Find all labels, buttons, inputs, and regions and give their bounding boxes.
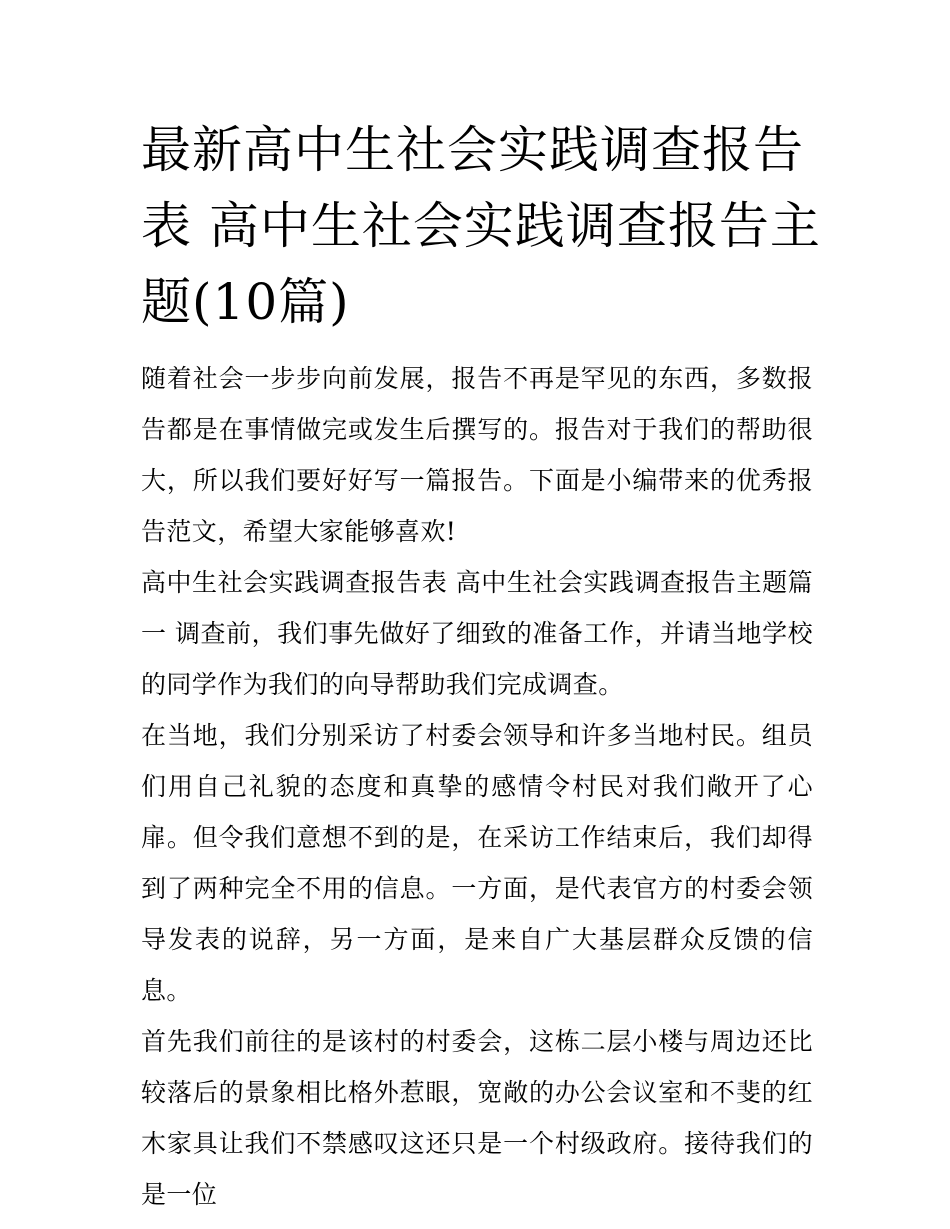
document-title: 最新高中生社会实践调查报告表 高中生社会实践调查报告主题(10篇) (141, 121, 821, 331)
paragraph-village-committee: 首先我们前往的是该村的村委会，这栋二层小楼与周边还比较落后的景象相比格外惹眼，宽敞的办公会议室和不斐的红木家具让我们不禁感叹这还只是一个村级政府。接待我们的是一位 (141, 1027, 813, 1209)
paragraph-section-one: 高中生社会实践调查报告表 高中生社会实践调查报告主题篇一 调查前，我们事先做好了细致的准备工作，并请当地学校的同学作为我们的向导帮助我们完成调查。 (141, 568, 813, 699)
paragraph-intro: 随着社会一步步向前发展，报告不再是罕见的东西，多数报告都是在事情做完或发生后撰写的。报告对于我们的帮助很大，所以我们要好好写一篇报告。下面是小编带来的优秀报告范文，希望大家能够喜欢! (141, 364, 813, 546)
document-body (141, 353, 813, 1220)
paragraph-interviews: 在当地，我们分别采访了村委会领导和许多当地村民。组员们用自己礼貌的态度和真挚的感情令村民对我们敞开了心扉。但令我们意想不到的是，在采访工作结束后，我们却得到了两种完全不用的信息。一方面，是代表官方的村委会领导发表的说辞，另一方面，是来自广大基层群众反馈的信息。 (141, 721, 813, 1005)
